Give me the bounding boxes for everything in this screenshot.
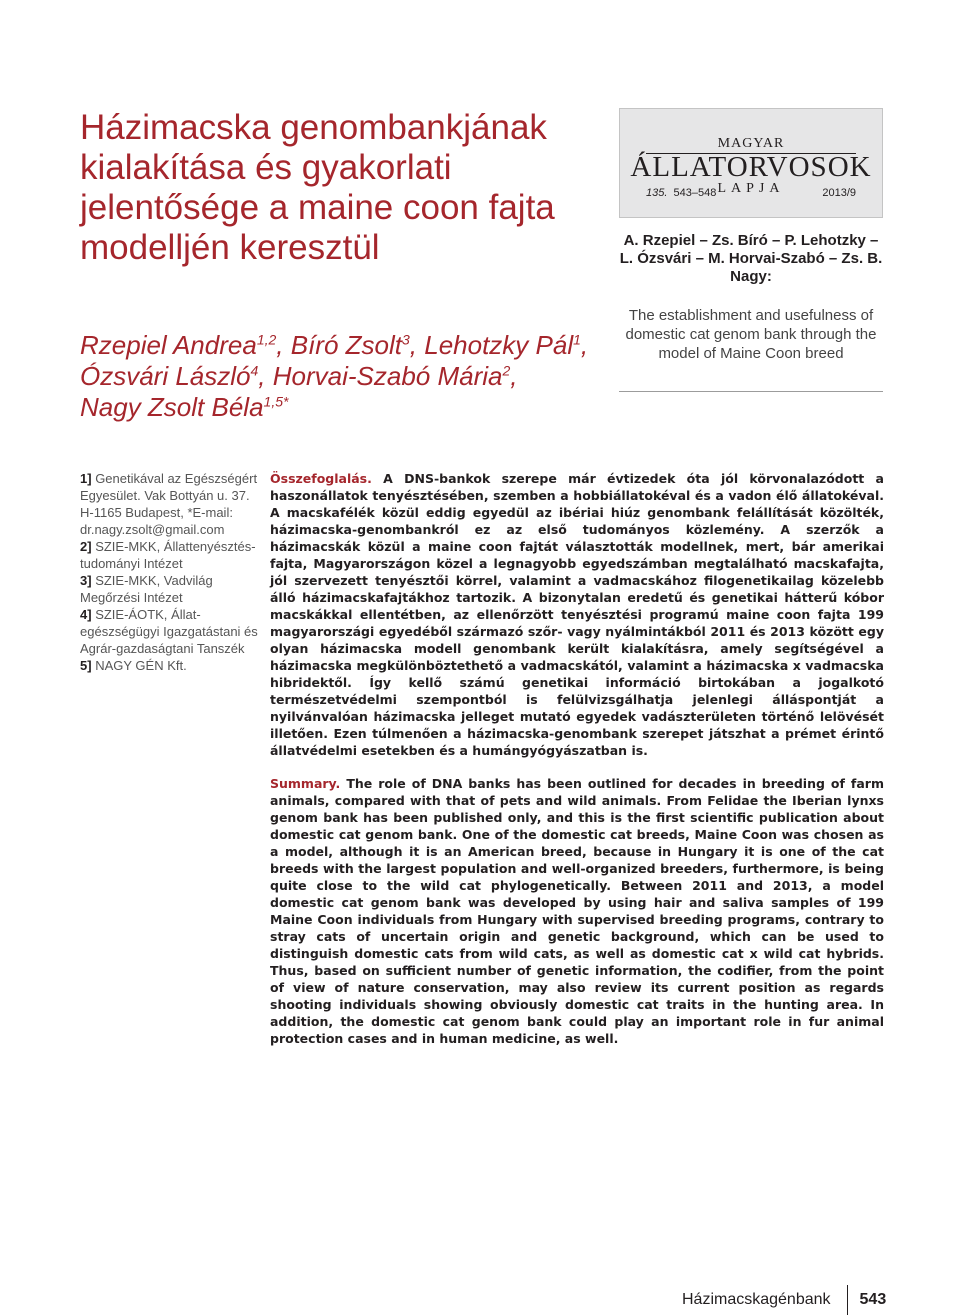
abstract-english-label: Summary. bbox=[270, 776, 341, 791]
author-list bbox=[80, 330, 620, 423]
affiliation-item: 1] Genetikával az Egészségért Egyesület. Vak Bottyán u. 37. H-1165 Budapest, *E-mail: dr.nagy.zsolt@gmail.com bbox=[80, 471, 258, 537]
affiliation-item: 5] NAGY GÉN Kft. bbox=[80, 658, 187, 673]
english-title: The establishment and usefulness of domestic cat genom bank through the model of Maine Coon breed bbox=[625, 307, 877, 362]
affiliations bbox=[80, 470, 260, 674]
author: Lehotzky Pál$^1$, bbox=[424, 330, 589, 360]
abstract-hungarian-text: A DNS-bankok szerepe már évtizedek óta jól körvonalazódott a haszonállatok tenyésztésében, szemben a hobbiállatokéval és a vadon élő állatokéval. A macskafélék közül eddig egyedül az ibériai hiúz genombank felállítását közölték, házimacska-genombankról ez az első tudományos közlemény. A szerzők a házimacskák közül a maine coon fajtát választották modellnek, mert, bár amerikai fajta, Magyarországon közel a legnagyobb egyedszámban megtalálható macskafajta, jól szervezett tenyésztői körrel, valamint a vadmacskához filogenetikailag közelebb álló házimacskafajtákhoz tartozik. A bizonytalan eredetű és genetikai hátterű kóbor macskákkal ellentétben, az ellenőrzött tenyésztési programú maine coon fajta 199 magyarországi egyedéből származó szőr- vagy nyálmintákból 2011 és 2013 között egy olyan házimacska modell genombank került kialakításra, amely segítségével a házimacska megkülönböztethető a vadmacskától, valamint a házimacska x vadmacska hibridektől. Így kellő számú genetikai információ birtokában a jogalkotó természetvédelmi szempontból is felülvizsgálhatja jelenlegi álláspontját a nyilvánvalóan házimacska jelleget mutató egyedek vadászterületen történő lelövését illetően. Ezen túlmenően a házimacska-genombank szerepet játszhat a prémet érintő állatvédelmi esetekben és a humángyógyászatban is. bbox=[270, 471, 884, 758]
page-footer bbox=[682, 1286, 886, 1314]
abstract-hungarian bbox=[270, 470, 884, 759]
article-title: Házimacska genombankjának kialakítása és gyakorlati jelentősége a maine coon fajta modelljén keresztül bbox=[80, 108, 555, 267]
header-divider bbox=[619, 391, 883, 392]
journal-name: ÁLLATORVOSOK bbox=[630, 151, 872, 183]
affiliation-item: 3] SZIE-MKK, Vadvilág Megőrzési Intézet bbox=[80, 573, 213, 605]
running-title: Házimacskagénbank bbox=[682, 1291, 831, 1308]
journal-volume-pages: 135. 543–548 bbox=[646, 187, 717, 199]
journal-issue: 2013/9 bbox=[822, 187, 856, 199]
english-authors: A. Rzepiel – Zs. Bíró – P. Lehotzky – L. Ózsvári – M. Horvai-Szabó – Zs. B. Nagy: bbox=[619, 232, 883, 285]
affiliation-item: 4] SZIE-ÁOTK, Állat-egészségügyi Igazgatástani és Agrár-gazdaságtani Tanszék bbox=[80, 607, 258, 656]
abstract-english-text: The role of DNA banks has been outlined for decades in breeding of farm animals, compared with that of pets and wild animals. From Felidae the Iberian lynxs genom bank has been published only, and this is the first scientific publication about domestic cat genom bank. One of the domestic cat breeds, Maine Coon was chosen as a model, although it is an American breed, because in Hungary it is one of the cat breeds with the largest population and well-organized breeders, furthermore, is being quite close to the wild cat phylogenetically. Between 2011 and 2013, a model domestic cat genom bank was developed by using hair and saliva samples of 199 Maine Coon individuals from Hungary with supervised breeding programs, contrary to stray cats of uncertain origin and genetic background, which can be used to distinguish domestic cats from wild cats, as well as domestic cat x wild cat hybrids. Thus, based on sufficient number of genetic information, the codifier, from the point of view of nature conservation, may also review its current position as regards shooting individuals showing obviously domestic cat traits in the hunting area. In addition, the domestic cat genom bank could play an important role in fur animal protection cases and in human medicine, as well. bbox=[270, 776, 884, 1046]
author: Horvai-Szabó Mária$^2$, bbox=[272, 361, 518, 391]
abstract-hungarian-label: Összefoglalás. bbox=[270, 471, 372, 486]
author: Nagy Zsolt Béla$^{1,5*}$ bbox=[80, 392, 289, 422]
author: Bíró Zsolt$^3$, bbox=[290, 330, 425, 360]
journal-masthead bbox=[619, 108, 883, 218]
page-number: 543 bbox=[859, 1291, 887, 1308]
author: Ózsvári László$^4$, bbox=[80, 361, 273, 391]
abstract-english bbox=[270, 775, 884, 1047]
journal-masthead-lapja: LAPJA bbox=[717, 181, 785, 196]
journal-masthead-magyar: MAGYAR bbox=[717, 136, 785, 151]
author: Rzepiel Andrea$^{1,2}$, bbox=[80, 330, 291, 360]
affiliation-item: 2] SZIE-MKK, Állattenyésztés-tudományi Intézet bbox=[80, 539, 256, 571]
footer-divider bbox=[847, 1285, 848, 1315]
